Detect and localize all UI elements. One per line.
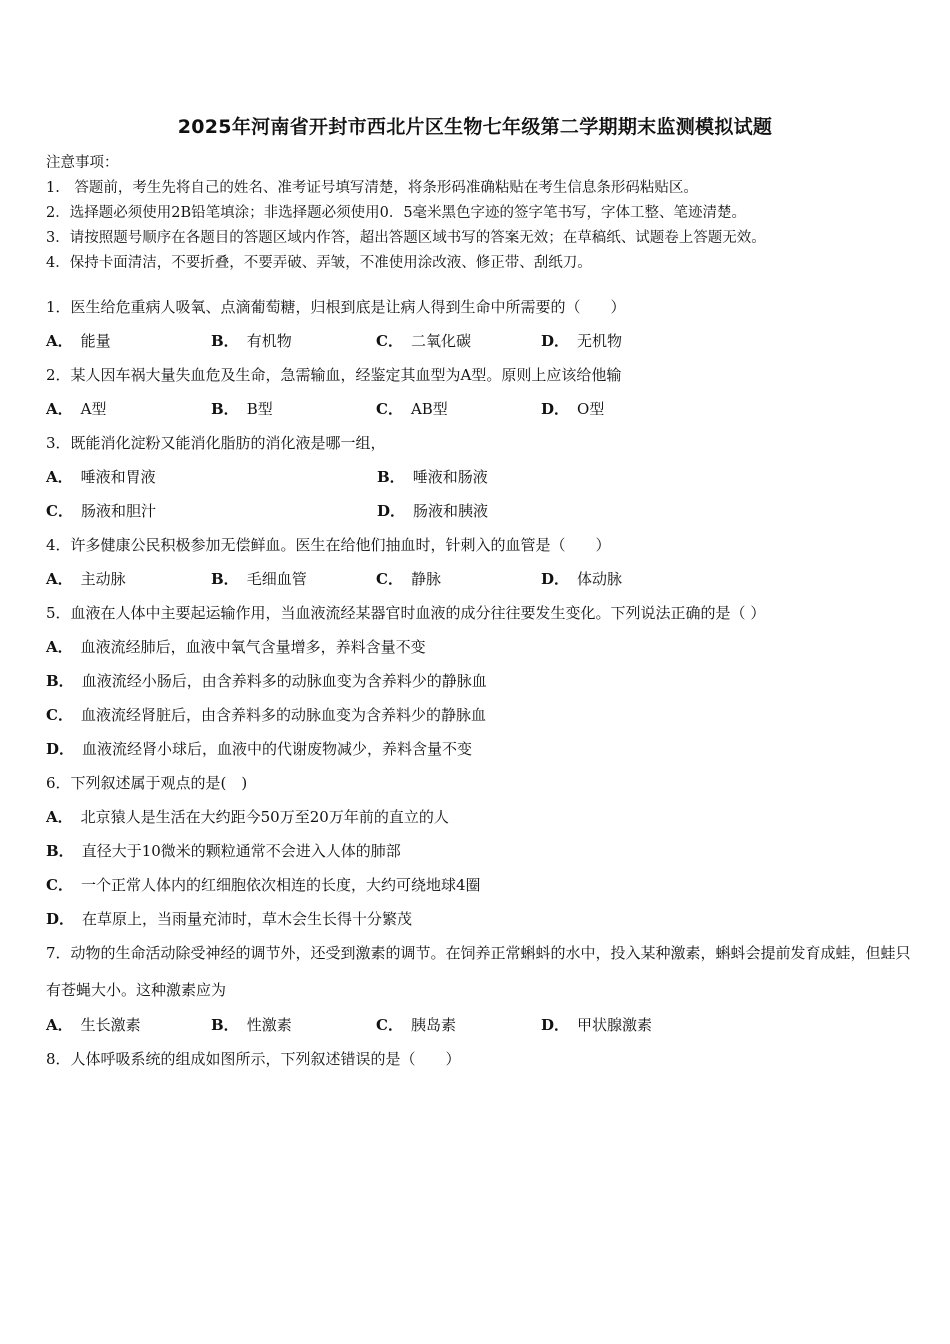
option-text: O型 bbox=[577, 400, 605, 418]
option-a bbox=[46, 467, 377, 487]
option-text: 直径大于10微米的颗粒通常不会进入人体的肺部 bbox=[81, 842, 401, 860]
option-letter: B． bbox=[46, 672, 74, 690]
option-text: AB型 bbox=[410, 400, 448, 418]
option-row bbox=[46, 399, 916, 419]
option-text: 主动脉 bbox=[80, 570, 126, 588]
question-stem: 2．某人因车祸大量失血危及生命，急需输血，经鉴定其血型为A型。原则上应该给他输 bbox=[46, 366, 622, 384]
option-b bbox=[211, 1015, 376, 1035]
option-text: 体动脉 bbox=[577, 570, 623, 588]
option-text: 唾液和胃液 bbox=[80, 468, 156, 486]
note-item: 2．选择题必须使用2B铅笔填涂；非选择题必须使用0．5毫米黑色字迹的签字笔书写，字体工整、笔迹清楚。 bbox=[46, 205, 747, 221]
option-letter: C． bbox=[376, 1016, 403, 1034]
option-letter: C． bbox=[46, 502, 73, 520]
option-text: B型 bbox=[246, 400, 273, 418]
option-text: 血液流经肾脏后，由含养料多的动脉血变为含养料少的静脉血 bbox=[80, 706, 486, 724]
option-c bbox=[376, 399, 541, 419]
option-letter: A． bbox=[46, 400, 73, 418]
option-text: 毛细血管 bbox=[246, 570, 307, 588]
option-text: 血液流经肾小球后，血液中的代谢废物减少，养料含量不变 bbox=[82, 740, 473, 758]
option-text: 北京猿人是生活在大约距今50万至20万年前的直立的人 bbox=[80, 808, 449, 826]
option-text: 能量 bbox=[80, 332, 111, 350]
option-letter: A． bbox=[46, 808, 73, 826]
option-c bbox=[376, 569, 541, 589]
option-a bbox=[46, 637, 916, 657]
question-stem: 3．既能消化淀粉又能消化脂肪的消化液是哪一组， bbox=[46, 434, 386, 452]
option-letter: B． bbox=[377, 468, 405, 486]
option-letter: B． bbox=[211, 1016, 239, 1034]
option-row bbox=[46, 331, 916, 351]
exam-title: 2025年河南省开封市西北片区生物七年级第二学期期末监测模拟试题 bbox=[177, 116, 773, 138]
notes-heading: 注意事项： bbox=[46, 155, 119, 171]
note-item: 4．保持卡面清洁，不要折叠，不要弄破、弄皱，不准使用涂改液、修正带、刮纸刀。 bbox=[46, 255, 592, 271]
option-letter: D． bbox=[541, 400, 570, 418]
option-d bbox=[46, 739, 916, 759]
option-row bbox=[46, 501, 916, 521]
option-letter: A． bbox=[46, 468, 73, 486]
option-text: 血液流经小肠后，由含养料多的动脉血变为含养料少的静脉血 bbox=[81, 672, 487, 690]
option-letter: A． bbox=[46, 638, 73, 656]
option-letter: B． bbox=[211, 332, 239, 350]
option-row bbox=[46, 467, 916, 487]
option-letter: B． bbox=[46, 842, 74, 860]
option-a bbox=[46, 1015, 211, 1035]
option-text: 胰岛素 bbox=[410, 1016, 456, 1034]
option-b bbox=[211, 569, 376, 589]
option-text: 唾液和肠液 bbox=[412, 468, 488, 486]
option-text: 甲状腺激素 bbox=[577, 1016, 653, 1034]
note-item: 1. 答题前，考生先将自己的姓名、准考证号填写清楚，将条形码准确粘贴在考生信息条形码粘贴区。 bbox=[46, 180, 698, 196]
option-letter: D． bbox=[46, 740, 75, 758]
option-a bbox=[46, 331, 211, 351]
option-letter: D． bbox=[46, 910, 75, 928]
option-b bbox=[46, 671, 916, 691]
option-text: 一个正常人体内的红细胞依次相连的长度，大约可绕地球4圈 bbox=[80, 876, 481, 894]
option-letter: C． bbox=[46, 876, 73, 894]
option-letter: C． bbox=[376, 400, 403, 418]
questions-section bbox=[46, 297, 916, 1083]
option-b bbox=[211, 399, 376, 419]
option-text: 静脉 bbox=[410, 570, 441, 588]
option-b bbox=[46, 841, 916, 861]
option-text: 生长激素 bbox=[80, 1016, 141, 1034]
option-letter: A． bbox=[46, 1016, 73, 1034]
option-d bbox=[541, 331, 706, 351]
option-c bbox=[46, 501, 377, 521]
option-letter: D． bbox=[541, 1016, 570, 1034]
option-c bbox=[46, 875, 916, 895]
option-d bbox=[541, 569, 706, 589]
option-letter: B． bbox=[211, 570, 239, 588]
option-d bbox=[541, 399, 706, 419]
option-text: 性激素 bbox=[246, 1016, 292, 1034]
option-letter: A． bbox=[46, 332, 73, 350]
option-row bbox=[46, 1015, 916, 1035]
option-c bbox=[46, 705, 916, 725]
option-c bbox=[376, 331, 541, 351]
option-letter: C． bbox=[376, 332, 403, 350]
option-letter: C． bbox=[46, 706, 73, 724]
option-letter: D． bbox=[541, 332, 570, 350]
option-d bbox=[377, 501, 708, 521]
option-c bbox=[376, 1015, 541, 1035]
option-a bbox=[46, 807, 916, 827]
option-text: 肠液和胰液 bbox=[413, 502, 489, 520]
option-letter: C． bbox=[376, 570, 403, 588]
option-text: 无机物 bbox=[577, 332, 623, 350]
note-item: 3．请按照题号顺序在各题目的答题区域内作答，超出答题区域书写的答案无效；在草稿纸、试题卷上答题无效。 bbox=[46, 230, 766, 246]
option-row bbox=[46, 569, 916, 589]
option-letter: B． bbox=[211, 400, 239, 418]
option-text: 血液流经肺后，血液中氧气含量增多，养料含量不变 bbox=[80, 638, 426, 656]
option-letter: D． bbox=[541, 570, 570, 588]
question-stem: 4．许多健康公民积极参加无偿鲜血。医生在给他们抽血时，针刺入的血管是（ ） bbox=[46, 536, 611, 554]
option-text: 二氧化碳 bbox=[410, 332, 471, 350]
option-d bbox=[541, 1015, 706, 1035]
option-text: 有机物 bbox=[246, 332, 292, 350]
option-letter: D． bbox=[377, 502, 406, 520]
option-b bbox=[377, 467, 708, 487]
option-letter: A． bbox=[46, 570, 73, 588]
question-stem: 8．人体呼吸系统的组成如图所示，下列叙述错误的是（ ） bbox=[46, 1050, 461, 1068]
option-d bbox=[46, 909, 916, 929]
option-text: A型 bbox=[80, 400, 107, 418]
notes-section bbox=[46, 151, 926, 276]
question-stem: 7．动物的生命活动除受神经的调节外，还受到激素的调节。在饲养正常蝌蚪的水中，投入某种激素，蝌蚪会提前发育成蛙，但蛙只有苍蝇大小。这种激素应为 bbox=[46, 944, 911, 999]
question-stem: 6．下列叙述属于观点的是( ) bbox=[46, 774, 248, 792]
question-stem: 1．医生给危重病人吸氧、点滴葡萄糖，归根到底是让病人得到生命中所需要的（ ） bbox=[46, 298, 626, 316]
option-b bbox=[211, 331, 376, 351]
option-a bbox=[46, 399, 211, 419]
option-text: 肠液和胆汁 bbox=[80, 502, 156, 520]
question-stem: 5．血液在人体中主要起运输作用，当血液流经某器官时血液的成分往往要发生变化。下列说法正确的是（ ） bbox=[46, 604, 766, 622]
option-text: 在草原上，当雨量充沛时，草木会生长得十分繁茂 bbox=[82, 910, 413, 928]
option-a bbox=[46, 569, 211, 589]
